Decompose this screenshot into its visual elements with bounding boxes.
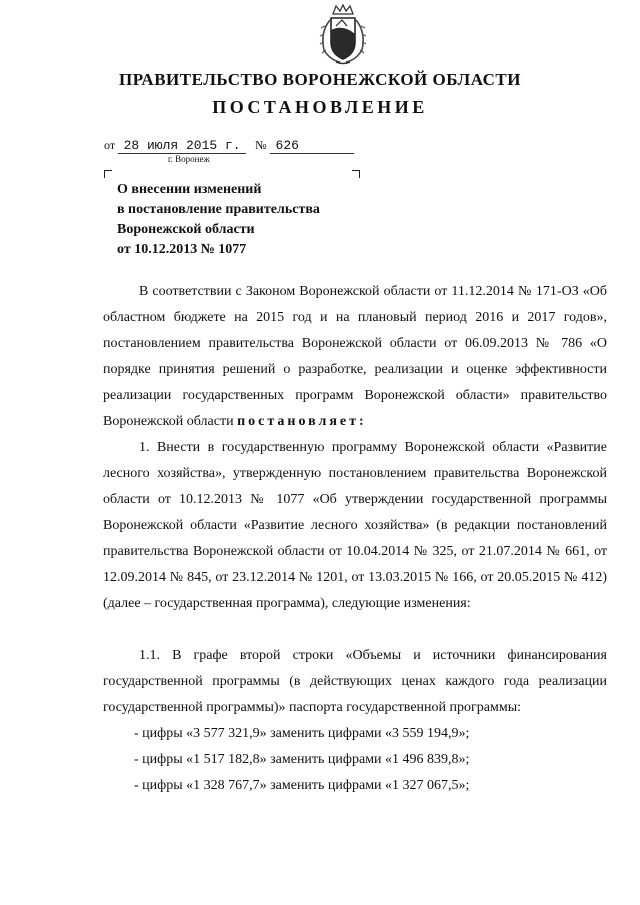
point-1-text: 1. Внести в государственную программу Воронежской области «Развитие лесного хозяйства», утвержденную постановлением правительства Воронежской области от 10.12.2013 № 1077 «Об утверждении государственной программы Воронежской области «Развитие лесного хозяйства» (в редакции постановлений правительства Воронежской области от 10.04.2014 № 325, от 21.07.2014 № 661, от 12.09.2014 № 845, от 23.12.2014 № 1201, от 13.03.2015 № 166, от 20.05.2015 № 412) (далее – государственная программа), следующие изменения:: [103, 440, 607, 611]
document-type-title: ПОСТАНОВЛЕНИЕ: [212, 97, 428, 117]
point-1-1-text: 1.1. В графе второй строки «Объемы и источники финансирования государственной программы (в действующих ценах каждого года реализации государственной программы)» паспорта государственной программы:: [103, 648, 607, 715]
date-number-line: [104, 138, 354, 154]
bracket-left: [104, 170, 112, 178]
document-subject: [117, 180, 397, 260]
from-label: от: [104, 138, 116, 152]
bracket-right: [352, 170, 360, 178]
resolves-keyword: постановляет:: [237, 414, 367, 429]
list-item: - цифры «3 577 321,9» заменить цифрами «3 559 194,9»;: [134, 726, 470, 741]
city-label: г. Воронеж: [168, 154, 210, 164]
preamble-paragraph: [103, 279, 607, 435]
list-item: - цифры «1 328 767,7» заменить цифрами «1 327 067,5»;: [134, 778, 470, 793]
preamble-text: В соответствии с Законом Воронежской области от 11.12.2014 № 171-ОЗ «Об областном бюджете на 2015 год и на плановый период 2016 и 2017 годов», постановлением правительства Воронежской области от 06.09.2013 № 786 «О порядке принятия решений о разработке, реализации и оценке эффективности реализации государственных программ Воронежской области» правительство Воронежской области: [103, 284, 607, 429]
coat-of-arms-emblem: [316, 4, 370, 66]
subject-line: Воронежской области: [117, 222, 255, 237]
list-item: - цифры «1 517 182,8» заменить цифрами «1 496 839,8»;: [134, 752, 470, 767]
document-number: 626: [270, 138, 354, 154]
subject-line: в постановление правительства: [117, 202, 320, 217]
subject-line: от 10.12.2013 № 1077: [117, 242, 247, 257]
subject-line: О внесении изменений: [117, 182, 262, 197]
document-date: 28 июля 2015 г.: [118, 138, 246, 154]
point-1-paragraph: [103, 435, 607, 617]
government-name: ПРАВИТЕЛЬСТВО ВОРОНЕЖСКОЙ ОБЛАСТИ: [118, 70, 521, 89]
number-label: №: [255, 138, 267, 152]
point-1-1-paragraph: [103, 643, 607, 721]
